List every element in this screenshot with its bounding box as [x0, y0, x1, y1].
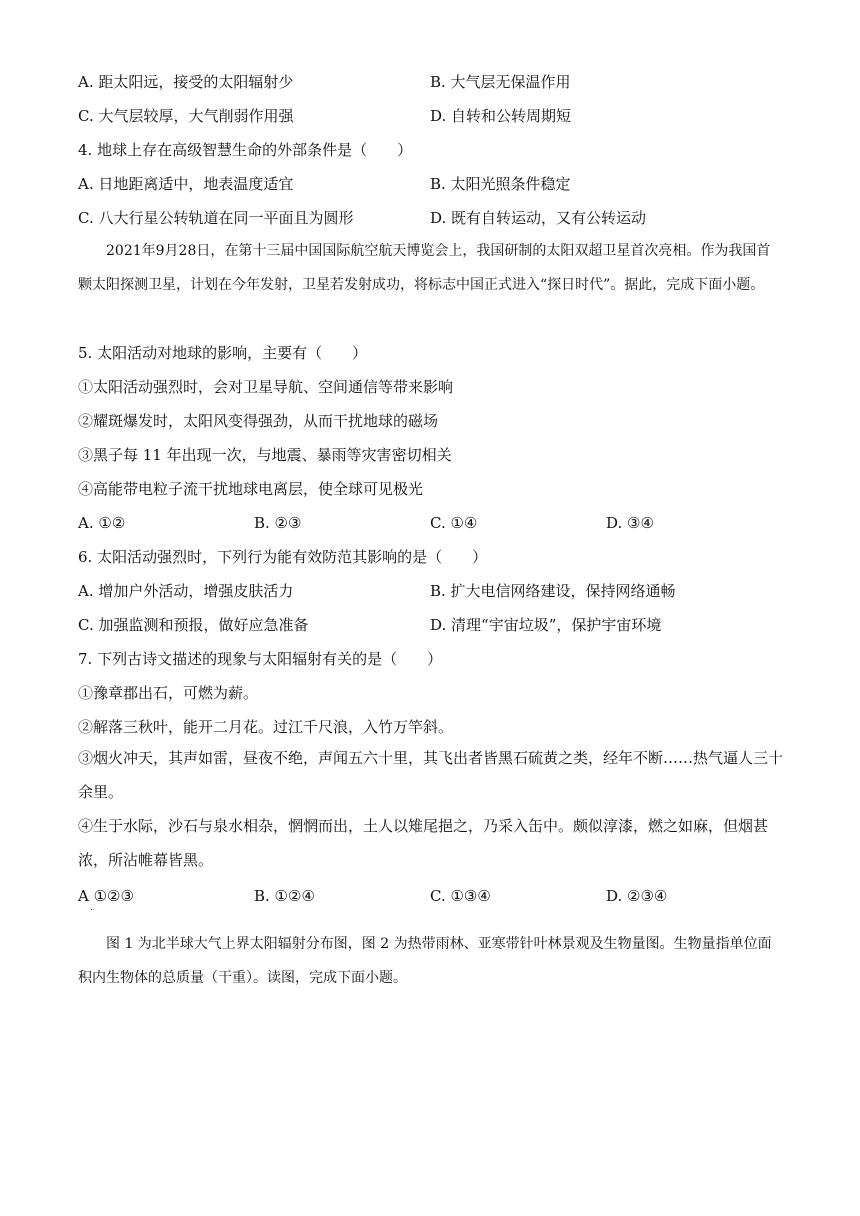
passage-figure-intro-text: 图 1 为北半球大气上界太阳辐射分布图，图 2 为热带雨林、亚寒带针叶林景观及生物量图。生物量指单位面积内生物体的总质量（干重）。读图，完成下面小题。: [78, 936, 772, 986]
q7-item-3: ③烟火冲天，其声如雷，昼夜不绝，声闻五六十里，其飞出者皆黑石硫黄之类，经年不断……热气逼人三十余里。: [78, 749, 784, 801]
q4-option-c: C. 八大行星公转轨道在同一平面且为圆形: [78, 209, 354, 227]
passage-solar-satellite-text: 2021年9月28日，在第十三届中国国际航空航天博览会上，我国研制的太阳双超卫星首次亮相。作为我国首颗太阳探测卫星，计划在今年发射，卫星若发射成功，将标志中国正式进入“探日时代”。据此，完成下面小题。: [78, 243, 771, 293]
q7-option-d: D. ②③④: [606, 887, 668, 905]
q4-option-b: B. 太阳光照条件稳定: [430, 175, 571, 193]
q3-option-a: A. 距太阳远，接受的太阳辐射少: [78, 73, 294, 91]
q7-item-4: ④生于水际，沙石与泉水相杂，惘惘而出，土人以雉尾挹之，乃采入缶中。颇似淳漆，燃之如麻，但烟甚浓，所沾帷幕皆黑。: [78, 817, 769, 869]
q5-item-1: ①太阳活动强烈时，会对卫星导航、空间通信等带来影响: [78, 378, 454, 396]
q7-option-b: B. ①②④: [254, 887, 315, 905]
q6-option-a: A. 增加户外活动，增强皮肤活力: [78, 582, 294, 600]
q4-option-d: D. 既有自转运动，又有公转运动: [430, 209, 647, 227]
q7-item-1: ①豫章郡出石，可燃为薪。: [78, 684, 259, 702]
q5-item-2: ②耀斑爆发时，太阳风变得强劲，从而干扰地球的磁场: [78, 412, 439, 430]
q6-stem: 6. 太阳活动强烈时，下列行为能有效防范其影响的是（ ）: [78, 548, 488, 566]
q5-item-4: ④高能带电粒子流干扰地球电离层，使全球可见极光: [78, 480, 424, 498]
q5-option-d: D. ③④: [606, 514, 654, 532]
q7-option-c: C. ①③④: [430, 887, 491, 905]
q7-item-2: ②解落三秋叶，能开二月花。过江千尺浪，入竹万竿斜。: [78, 718, 454, 736]
q6-option-d: D. 清理“宇宙垃圾”，保护宇宙环境: [430, 616, 662, 634]
q5-option-a: A. ①②: [78, 514, 126, 532]
q4-option-a: A. 日地距离适中，地表温度适宜: [78, 175, 294, 193]
q6-option-c: C. 加强监测和预报，做好应急准备: [78, 616, 309, 634]
q7-stem: 7. 下列古诗文描述的现象与太阳辐射有关的是（ ）: [78, 650, 443, 668]
q3-option-b: B. 大气层无保温作用: [430, 73, 571, 91]
passage-figure-intro: [78, 927, 783, 995]
q5-stem: 5. 太阳活动对地球的影响，主要有（ ）: [78, 344, 368, 362]
q4-stem: 4. 地球上存在高级智慧生命的外部条件是（ ）: [78, 141, 413, 159]
q3-option-d: D. 自转和公转周期短: [430, 107, 572, 125]
dot-mark: ·: [90, 905, 94, 916]
q7-option-a: A ①②③: [78, 887, 134, 905]
q5-option-b: B. ②③: [254, 514, 302, 532]
q3-option-c: C. 大气层较厚，大气削弱作用强: [78, 107, 294, 125]
q5-item-3: ③黑子每 11 年出现一次，与地震、暴雨等灾害密切相关: [78, 446, 452, 464]
passage-solar-satellite: [78, 234, 783, 302]
q5-option-c: C. ①④: [430, 514, 478, 532]
q6-option-b: B. 扩大电信网络建设，保持网络通畅: [430, 582, 676, 600]
